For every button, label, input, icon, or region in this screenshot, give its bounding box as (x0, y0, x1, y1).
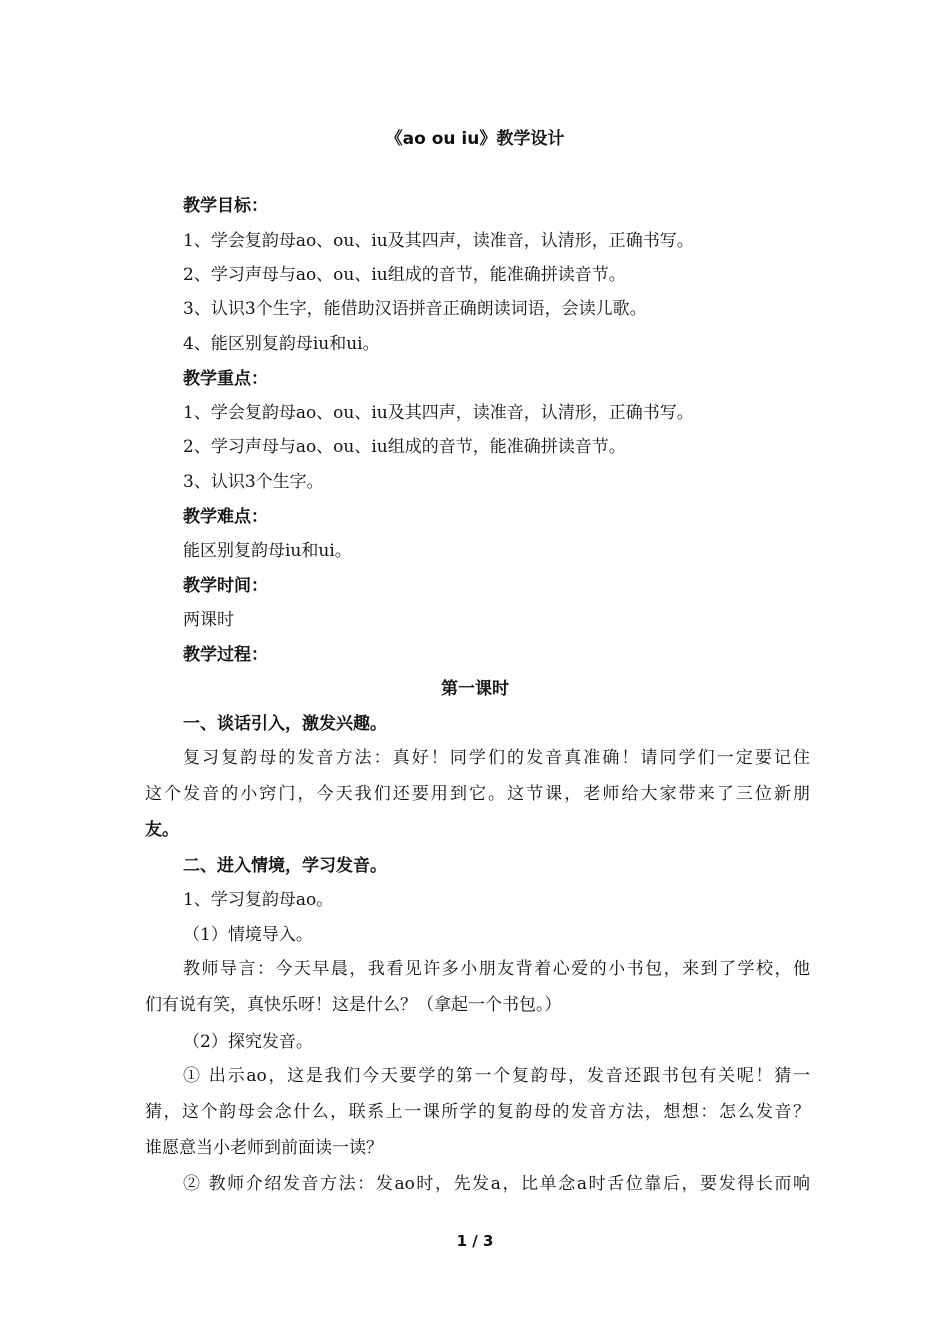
objective-item: 4、能区别复韵母iu和ui。 (183, 334, 380, 354)
item1: 1、学习复韵母ao。 (183, 890, 334, 910)
sub2: （2）探究发音。 (183, 1032, 313, 1052)
time-heading: 教学时间： (183, 576, 268, 596)
paragraph-line: ① 出示ao，这是我们今天要学的第一个复韵母，发音还跟书包有关呢！猜一 (183, 1066, 810, 1086)
paragraph-line: 们有说有笑，真快乐呀！这是什么？（拿起一个书包。） (145, 995, 562, 1015)
section2-title: 二、进入情境，学习发音。 (183, 856, 387, 876)
step1-paragraph (145, 1066, 810, 1174)
section1-title: 一、谈话引入，激发兴趣。 (183, 714, 387, 734)
sub1: （1）情境导入。 (183, 925, 313, 945)
paragraph-line: 友。 (145, 820, 179, 840)
paragraph-line: 这个发音的小窍门，今天我们还要用到它。这节课，老师给大家带来了三位新朋 (145, 784, 810, 804)
step2-paragraph (145, 1174, 810, 1210)
difficulty-heading: 教学难点： (183, 507, 268, 527)
paragraph-line: 教师导言：今天早晨，我看见许多小朋友背着心爱的小书包，来到了学校，他 (183, 959, 810, 979)
paragraph-line: 谁愿意当小老师到前面读一读？ (145, 1138, 383, 1158)
objective-item: 3、认识3个生字，能借助汉语拼音正确朗读词语，会读儿歌。 (183, 299, 647, 319)
paragraph-line: 猜，这个韵母会念什么，联系上一课所学的复韵母的发音方法，想想：怎么发音？ (145, 1102, 810, 1122)
key-point-item: 2、学习声母与ao、ou、iu组成的音节，能准确拼读音节。 (183, 437, 626, 457)
paragraph-line: 复习复韵母的发音方法：真好！同学们的发音真准确！请同学们一定要记住 (183, 748, 810, 768)
paragraph-line: ② 教师介绍发音方法：发ao时，先发a，比单念a时舌位靠后，要发得长而响 (183, 1174, 810, 1194)
lesson-title: 第一课时 (441, 679, 509, 699)
key-point-item: 3、认识3个生字。 (183, 472, 324, 492)
process-heading: 教学过程： (183, 645, 268, 665)
page-number: 1 / 3 (456, 1232, 494, 1250)
key-points-heading: 教学重点： (183, 369, 268, 389)
objectives-heading: 教学目标： (183, 196, 268, 216)
section1-paragraph (145, 748, 810, 856)
difficulty-text: 能区别复韵母iu和ui。 (183, 541, 352, 561)
key-point-item: 1、学会复韵母ao、ou、iu及其四声，读准音，认清形，正确书写。 (183, 403, 694, 423)
intro-paragraph (145, 959, 810, 1031)
document-title: 《ao ou iu》教学设计 (385, 129, 565, 149)
objective-item: 1、学会复韵母ao、ou、iu及其四声，读准音，认清形，正确书写。 (183, 231, 694, 251)
time-text: 两课时 (183, 610, 234, 630)
objective-item: 2、学习声母与ao、ou、iu组成的音节，能准确拼读音节。 (183, 265, 626, 285)
